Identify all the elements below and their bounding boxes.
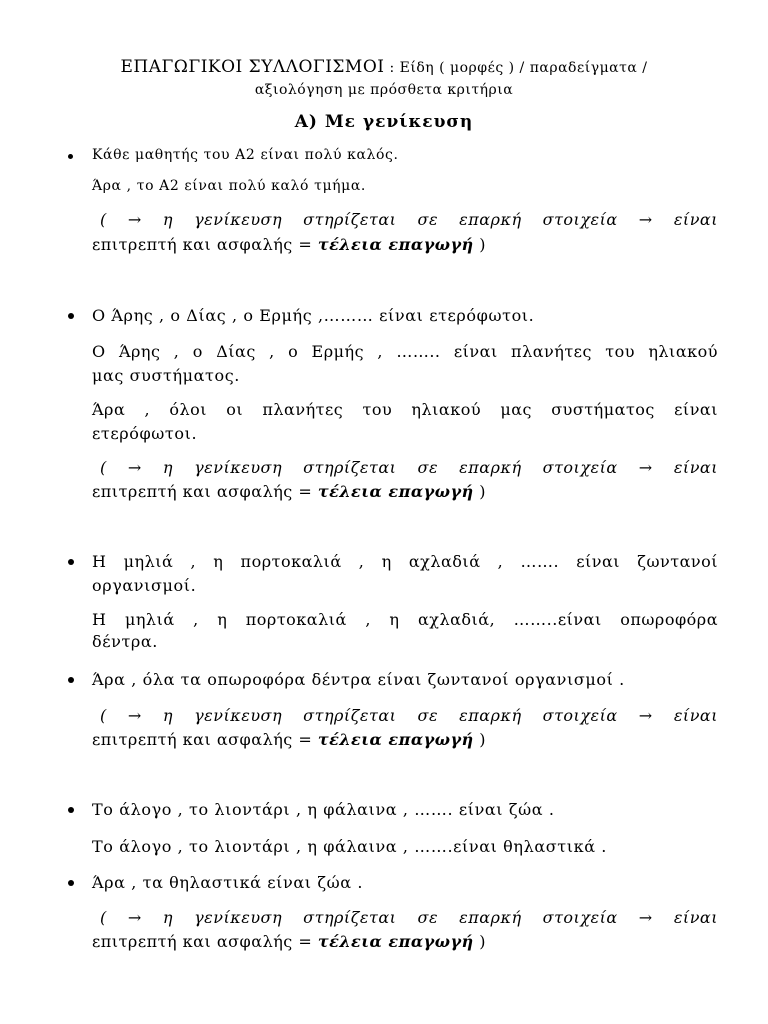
document-subtitle: : Είδη ( μορφές ) / παραδείγματα / (384, 60, 648, 76)
note-suffix: ) (473, 730, 486, 749)
note-suffix: ) (473, 482, 486, 501)
example-3-conclusion: Άρα , όλα τα οπωροφόρα δέντρα είναι ζωντανοί οργανισμοί . (92, 670, 625, 689)
bullet-icon (68, 677, 74, 683)
example-4-premise-1: Το άλογο , το λιοντάρι , η φάλαινα , ……. είναι ζώα . (92, 800, 555, 819)
example-3-note-line-2 (92, 730, 718, 749)
example-4-note-line-2 (92, 932, 718, 951)
document-header (0, 56, 768, 101)
example-3-premise-2-line-1: Η μηλιά , η πορτοκαλιά , η αχλαδιά, ……..είναι οπωροφόρα (92, 610, 718, 629)
note-bold: τέλεια επαγωγή (317, 730, 474, 749)
example-2-premise-2-line-1: Ο Άρης , ο Δίας , ο Ερμής , …….. είναι πλανήτες του ηλιακού (92, 342, 718, 361)
note-suffix: ) (473, 932, 486, 951)
example-2-note-line-1: ( → η γενίκευση στηρίζεται σε επαρκή στοιχεία → είναι (100, 458, 718, 477)
section-title: Α) Με γενίκευση (294, 112, 474, 132)
example-1-note-line-2 (92, 235, 718, 254)
bullet-icon (68, 313, 74, 319)
document-title: ΕΠΑΓΩΓΙΚΟΙ ΣΥΛΛΟΓΙΣΜΟΙ (120, 57, 385, 77)
example-4-premise-2: Το άλογο , το λιοντάρι , η φάλαινα , …….είναι θηλαστικά . (92, 837, 607, 856)
note-prefix: επιτρεπτή και ασφαλής = (92, 235, 318, 254)
example-4-conclusion: Άρα , τα θηλαστικά είναι ζώα . (92, 873, 364, 892)
example-3-premise-2-line-2: δέντρα. (92, 632, 158, 651)
example-3-premise-1-line-1: Η μηλιά , η πορτοκαλιά , η αχλαδιά , ……. είναι ζωντανοί (92, 552, 718, 571)
document-subtitle-line-2: αξιολόγηση με πρόσθετα κριτήρια (254, 82, 514, 98)
note-prefix: επιτρεπτή και ασφαλής = (92, 932, 318, 951)
example-1-premise: Κάθε μαθητής του Α2 είναι πολύ καλός. (92, 147, 399, 163)
example-2-premise-2-line-2: μας συστήματος. (92, 366, 240, 385)
bullet-icon (68, 559, 74, 565)
example-2-note-line-2 (92, 482, 718, 501)
example-1-note-line-1: ( → η γενίκευση στηρίζεται σε επαρκή στοιχεία → είναι (100, 210, 718, 229)
example-2-conclusion-line-1: Άρα , όλοι οι πλανήτες του ηλιακού μας συστήματος είναι (92, 400, 718, 419)
note-suffix: ) (473, 235, 486, 254)
bullet-icon (68, 154, 73, 159)
note-bold: τέλεια επαγωγή (317, 235, 474, 254)
example-3-premise-1-line-2: οργανισμοί. (92, 576, 197, 595)
note-prefix: επιτρεπτή και ασφαλής = (92, 482, 318, 501)
example-2-premise-1: Ο Άρης , ο Δίας , ο Ερμής ,……… είναι ετερόφωτοι. (92, 306, 535, 325)
example-1-conclusion: Άρα , το Α2 είναι πολύ καλό τμήμα. (92, 178, 366, 194)
note-bold: τέλεια επαγωγή (317, 932, 474, 951)
note-bold: τέλεια επαγωγή (317, 482, 474, 501)
example-3-note-line-1: ( → η γενίκευση στηρίζεται σε επαρκή στοιχεία → είναι (100, 706, 718, 725)
bullet-icon (68, 880, 74, 886)
example-2-conclusion-line-2: ετερόφωτοι. (92, 424, 198, 443)
bullet-icon (68, 807, 74, 813)
note-prefix: επιτρεπτή και ασφαλής = (92, 730, 318, 749)
example-4-note-line-1: ( → η γενίκευση στηρίζεται σε επαρκή στοιχεία → είναι (100, 908, 718, 927)
